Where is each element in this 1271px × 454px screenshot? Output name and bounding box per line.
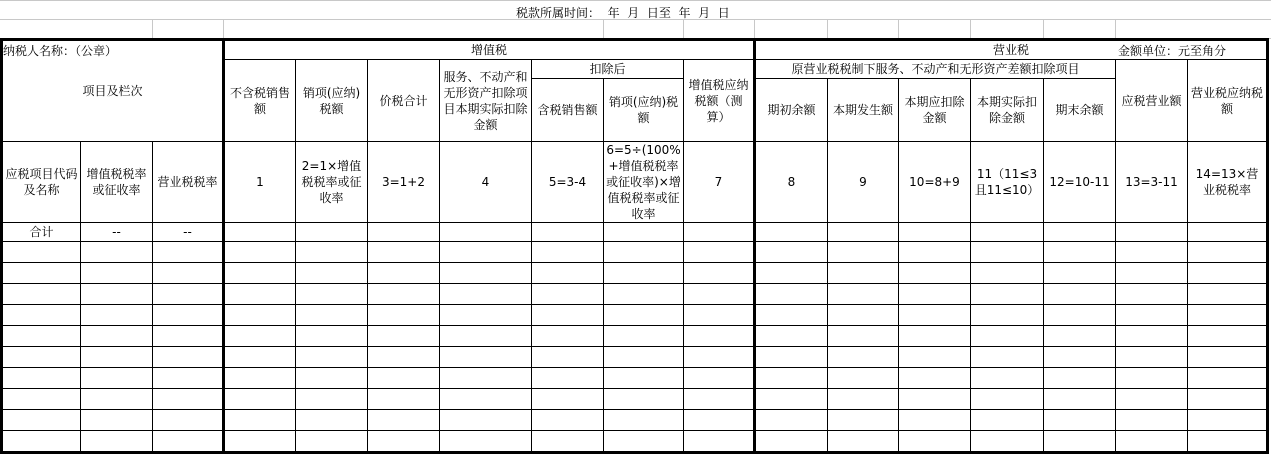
input-cell[interactable]: [1116, 305, 1188, 326]
total-bt-rate: --: [153, 223, 224, 242]
total-row: [2, 223, 1268, 242]
input-cell[interactable]: [153, 347, 224, 368]
input-cell[interactable]: [971, 431, 1044, 453]
input-cell[interactable]: [224, 368, 296, 389]
input-cell[interactable]: [1116, 368, 1188, 389]
input-cell[interactable]: [296, 431, 368, 453]
input-cell[interactable]: [440, 368, 532, 389]
input-cell[interactable]: [2, 347, 81, 368]
input-cell[interactable]: [1116, 389, 1188, 410]
col-header-4: 服务、不动产和无形资产扣除项目本期实际扣除金额: [440, 60, 532, 142]
input-cell[interactable]: [1188, 242, 1268, 263]
input-cell[interactable]: [532, 284, 604, 305]
business-tax-group-header: 营业税: [755, 40, 1268, 60]
input-cell[interactable]: [153, 263, 224, 284]
input-cell[interactable]: [296, 326, 368, 347]
input-cell[interactable]: [828, 326, 899, 347]
input-cell[interactable]: [81, 305, 153, 326]
input-cell[interactable]: [2, 368, 81, 389]
input-cell[interactable]: [1044, 347, 1116, 368]
input-cell[interactable]: [440, 305, 532, 326]
gridline: [223, 20, 224, 39]
input-cell[interactable]: [224, 389, 296, 410]
input-cell[interactable]: [1044, 263, 1116, 284]
input-cell[interactable]: [368, 263, 440, 284]
gridline: [603, 20, 604, 39]
input-cell[interactable]: [368, 284, 440, 305]
col-header-8: 期初余额: [755, 79, 828, 142]
input-cell[interactable]: [971, 368, 1044, 389]
input-cell[interactable]: [1044, 326, 1116, 347]
input-cell[interactable]: [755, 223, 828, 242]
col-index-8: 8: [755, 142, 828, 223]
input-cell[interactable]: [1188, 431, 1268, 453]
col-index-4: 4: [440, 142, 532, 223]
input-cell[interactable]: [1044, 410, 1116, 431]
input-cell[interactable]: [2, 410, 81, 431]
input-cell[interactable]: [971, 389, 1044, 410]
input-cell[interactable]: [828, 389, 899, 410]
input-cell[interactable]: [532, 305, 604, 326]
input-cell[interactable]: [296, 389, 368, 410]
input-cell[interactable]: [81, 431, 153, 453]
input-cell[interactable]: [224, 347, 296, 368]
input-cell[interactable]: [1116, 223, 1188, 242]
input-cell[interactable]: [1188, 263, 1268, 284]
gridline: [1043, 20, 1044, 39]
table-row: [2, 326, 1268, 347]
col-header-6: 销项(应纳)税额: [604, 79, 684, 142]
gridline: [152, 20, 153, 39]
input-cell[interactable]: [899, 223, 971, 242]
input-cell[interactable]: [899, 263, 971, 284]
input-cell[interactable]: [828, 284, 899, 305]
col-header-7: 增值税应纳税额（测算）: [684, 60, 755, 142]
input-cell[interactable]: [1044, 284, 1116, 305]
input-cell[interactable]: [224, 326, 296, 347]
input-cell[interactable]: [684, 368, 755, 389]
deduction-detail-table: [0, 38, 1269, 454]
input-cell[interactable]: [1188, 284, 1268, 305]
input-cell[interactable]: [368, 326, 440, 347]
table-row: [2, 347, 1268, 368]
total-label: 合计: [2, 223, 81, 242]
input-cell[interactable]: [755, 284, 828, 305]
col-index-12: 12=10-11: [1044, 142, 1116, 223]
input-cell[interactable]: [971, 326, 1044, 347]
vat-group-header: 增值税: [224, 40, 755, 60]
input-cell[interactable]: [440, 223, 532, 242]
col-header-5: 含税销售额: [532, 79, 604, 142]
table-row: [2, 368, 1268, 389]
input-cell[interactable]: [1188, 389, 1268, 410]
input-cell[interactable]: [899, 305, 971, 326]
input-cell[interactable]: [1116, 431, 1188, 453]
input-cell[interactable]: [296, 347, 368, 368]
col-header-14: 营业税应纳税额: [1188, 60, 1268, 142]
input-cell[interactable]: [684, 242, 755, 263]
amount-unit-label: 金额单位：元至角分: [1118, 44, 1227, 58]
input-cell[interactable]: [971, 223, 1044, 242]
input-cell[interactable]: [899, 389, 971, 410]
input-cell[interactable]: [828, 242, 899, 263]
input-cell[interactable]: [684, 284, 755, 305]
col-index-14: 14=13×营业税税率: [1188, 142, 1268, 223]
input-cell[interactable]: [604, 284, 684, 305]
table-row: [2, 284, 1268, 305]
col-index-11: 11（11≤3且11≤10）: [971, 142, 1044, 223]
input-cell[interactable]: [296, 368, 368, 389]
input-cell[interactable]: [296, 242, 368, 263]
input-cell[interactable]: [368, 410, 440, 431]
input-cell[interactable]: [1188, 410, 1268, 431]
input-cell[interactable]: [604, 368, 684, 389]
input-cell[interactable]: [1188, 347, 1268, 368]
input-cell[interactable]: [440, 431, 532, 453]
input-cell[interactable]: [368, 347, 440, 368]
input-cell[interactable]: [755, 347, 828, 368]
input-cell[interactable]: [1044, 223, 1116, 242]
input-cell[interactable]: [971, 305, 1044, 326]
input-cell[interactable]: [440, 326, 532, 347]
input-cell[interactable]: [1116, 242, 1188, 263]
total-vat-rate: --: [81, 223, 153, 242]
input-cell[interactable]: [604, 263, 684, 284]
input-cell[interactable]: [604, 431, 684, 453]
input-cell[interactable]: [368, 305, 440, 326]
input-cell[interactable]: [899, 326, 971, 347]
input-cell[interactable]: [81, 326, 153, 347]
input-cell[interactable]: [532, 410, 604, 431]
input-cell[interactable]: [224, 431, 296, 453]
input-cell[interactable]: [604, 389, 684, 410]
input-cell[interactable]: [1188, 368, 1268, 389]
table-row: [2, 242, 1268, 263]
gridline: [754, 20, 755, 39]
input-cell[interactable]: [1044, 368, 1116, 389]
input-cell[interactable]: [1188, 326, 1268, 347]
col-index-7: 7: [684, 142, 755, 223]
input-cell[interactable]: [828, 223, 899, 242]
input-cell[interactable]: [899, 242, 971, 263]
input-cell[interactable]: [1044, 389, 1116, 410]
input-cell[interactable]: [755, 368, 828, 389]
input-cell[interactable]: [828, 305, 899, 326]
col-index-3: 3=1+2: [368, 142, 440, 223]
input-cell[interactable]: [532, 326, 604, 347]
item-columns-header: 项目及栏次: [2, 40, 224, 142]
input-cell[interactable]: [532, 368, 604, 389]
gridline: [898, 20, 899, 39]
data-rows: [2, 242, 1268, 453]
input-cell[interactable]: [828, 410, 899, 431]
input-cell[interactable]: [224, 284, 296, 305]
input-cell[interactable]: [971, 263, 1044, 284]
input-cell[interactable]: [684, 410, 755, 431]
input-cell[interactable]: [1188, 223, 1268, 242]
input-cell[interactable]: [684, 431, 755, 453]
input-cell[interactable]: [755, 410, 828, 431]
input-cell[interactable]: [1116, 410, 1188, 431]
input-cell[interactable]: [899, 368, 971, 389]
input-cell[interactable]: [440, 410, 532, 431]
input-cell[interactable]: [296, 223, 368, 242]
period-row: [0, 0, 1271, 20]
input-cell[interactable]: [684, 223, 755, 242]
input-cell[interactable]: [532, 347, 604, 368]
col-header-3: 价税合计: [368, 60, 440, 142]
input-cell[interactable]: [2, 389, 81, 410]
input-cell[interactable]: [81, 284, 153, 305]
input-cell[interactable]: [440, 389, 532, 410]
input-cell[interactable]: [368, 368, 440, 389]
input-cell[interactable]: [2, 263, 81, 284]
input-cell[interactable]: [81, 242, 153, 263]
item-code-header: 应税项目代码及名称: [2, 142, 81, 223]
input-cell[interactable]: [899, 410, 971, 431]
col-index-5: 5=3-4: [532, 142, 604, 223]
input-cell[interactable]: [684, 305, 755, 326]
input-cell[interactable]: [81, 410, 153, 431]
col-index-2: 2=1×增值税税率或征收率: [296, 142, 368, 223]
input-cell[interactable]: [440, 284, 532, 305]
table-row: [2, 305, 1268, 326]
input-cell[interactable]: [604, 347, 684, 368]
col-header-1: 不含税销售额: [224, 60, 296, 142]
input-cell[interactable]: [81, 368, 153, 389]
input-cell[interactable]: [153, 389, 224, 410]
col-index-10: 10=8+9: [899, 142, 971, 223]
col-index-1: 1: [224, 142, 296, 223]
input-cell[interactable]: [604, 326, 684, 347]
col-header-11: 本期实际扣除金额: [971, 79, 1044, 142]
input-cell[interactable]: [153, 410, 224, 431]
col-header-10: 本期应扣除金额: [899, 79, 971, 142]
table-row: [2, 389, 1268, 410]
input-cell[interactable]: [532, 223, 604, 242]
input-cell[interactable]: [755, 263, 828, 284]
input-cell[interactable]: [755, 326, 828, 347]
col-header-12: 期末余额: [1044, 79, 1116, 142]
after-deduction-header: 扣除后: [532, 60, 684, 79]
input-cell[interactable]: [440, 263, 532, 284]
gridline: [827, 20, 828, 39]
input-cell[interactable]: [755, 431, 828, 453]
input-cell[interactable]: [153, 242, 224, 263]
input-cell[interactable]: [1116, 284, 1188, 305]
gridline: [1115, 20, 1116, 39]
input-cell[interactable]: [755, 242, 828, 263]
input-cell[interactable]: [971, 347, 1044, 368]
input-cell[interactable]: [899, 431, 971, 453]
taxpayer-name-label: 纳税人名称：（公章）: [3, 44, 118, 58]
input-cell[interactable]: [81, 389, 153, 410]
input-cell[interactable]: [368, 431, 440, 453]
input-cell[interactable]: [755, 305, 828, 326]
input-cell[interactable]: [684, 263, 755, 284]
col-header-9: 本期发生额: [828, 79, 899, 142]
table-row: [2, 263, 1268, 284]
input-cell[interactable]: [1044, 242, 1116, 263]
gridline: [683, 20, 684, 39]
input-cell[interactable]: [296, 305, 368, 326]
input-cell[interactable]: [604, 305, 684, 326]
tax-period-label: 税款所属时间： 年 月 日至 年 月 日: [516, 6, 730, 20]
input-cell[interactable]: [81, 263, 153, 284]
vat-rate-header: 增值税税率或征收率: [81, 142, 153, 223]
input-cell[interactable]: [2, 305, 81, 326]
input-cell[interactable]: [296, 410, 368, 431]
input-cell[interactable]: [971, 410, 1044, 431]
input-cell[interactable]: [532, 263, 604, 284]
input-cell[interactable]: [755, 389, 828, 410]
input-cell[interactable]: [153, 305, 224, 326]
input-cell[interactable]: [971, 242, 1044, 263]
input-cell[interactable]: [604, 223, 684, 242]
input-cell[interactable]: [153, 368, 224, 389]
column-index-row: [2, 142, 1268, 223]
input-cell[interactable]: [224, 263, 296, 284]
orig-business-tax-items-header: 原营业税税制下服务、不动产和无形资产差额扣除项目: [755, 60, 1116, 79]
input-cell[interactable]: [2, 284, 81, 305]
input-cell[interactable]: [1044, 305, 1116, 326]
input-cell[interactable]: [153, 284, 224, 305]
input-cell[interactable]: [899, 284, 971, 305]
input-cell[interactable]: [971, 284, 1044, 305]
input-cell[interactable]: [684, 347, 755, 368]
bt-rate-header: 营业税税率: [153, 142, 224, 223]
input-cell[interactable]: [224, 305, 296, 326]
input-cell[interactable]: [684, 389, 755, 410]
input-cell[interactable]: [2, 326, 81, 347]
input-cell[interactable]: [1116, 326, 1188, 347]
input-cell[interactable]: [440, 242, 532, 263]
input-cell[interactable]: [2, 431, 81, 453]
col-header-13: 应税营业额: [1116, 60, 1188, 142]
input-cell[interactable]: [224, 410, 296, 431]
input-cell[interactable]: [224, 242, 296, 263]
input-cell[interactable]: [2, 242, 81, 263]
input-cell[interactable]: [532, 242, 604, 263]
col-index-6: 6=5÷(100%+增值税税率或征收率)×增值税税率或征收率: [604, 142, 684, 223]
input-cell[interactable]: [828, 347, 899, 368]
input-cell[interactable]: [532, 431, 604, 453]
input-cell[interactable]: [604, 242, 684, 263]
input-cell[interactable]: [1116, 347, 1188, 368]
input-cell[interactable]: [1044, 431, 1116, 453]
table-row: [2, 410, 1268, 431]
input-cell[interactable]: [368, 242, 440, 263]
input-cell[interactable]: [684, 326, 755, 347]
col-index-9: 9: [828, 142, 899, 223]
input-cell[interactable]: [224, 223, 296, 242]
input-cell[interactable]: [532, 389, 604, 410]
input-cell[interactable]: [296, 263, 368, 284]
input-cell[interactable]: [899, 347, 971, 368]
input-cell[interactable]: [828, 431, 899, 453]
input-cell[interactable]: [440, 347, 532, 368]
input-cell[interactable]: [1188, 305, 1268, 326]
input-cell[interactable]: [828, 368, 899, 389]
input-cell[interactable]: [81, 347, 153, 368]
input-cell[interactable]: [368, 389, 440, 410]
input-cell[interactable]: [153, 431, 224, 453]
col-index-13: 13=3-11: [1116, 142, 1188, 223]
input-cell[interactable]: [153, 326, 224, 347]
input-cell[interactable]: [828, 263, 899, 284]
input-cell[interactable]: [604, 410, 684, 431]
input-cell[interactable]: [368, 223, 440, 242]
input-cell[interactable]: [1116, 263, 1188, 284]
col-header-2: 销项(应纳)税额: [296, 60, 368, 142]
input-cell[interactable]: [296, 284, 368, 305]
table-row: [2, 431, 1268, 453]
gridline: [970, 20, 971, 39]
